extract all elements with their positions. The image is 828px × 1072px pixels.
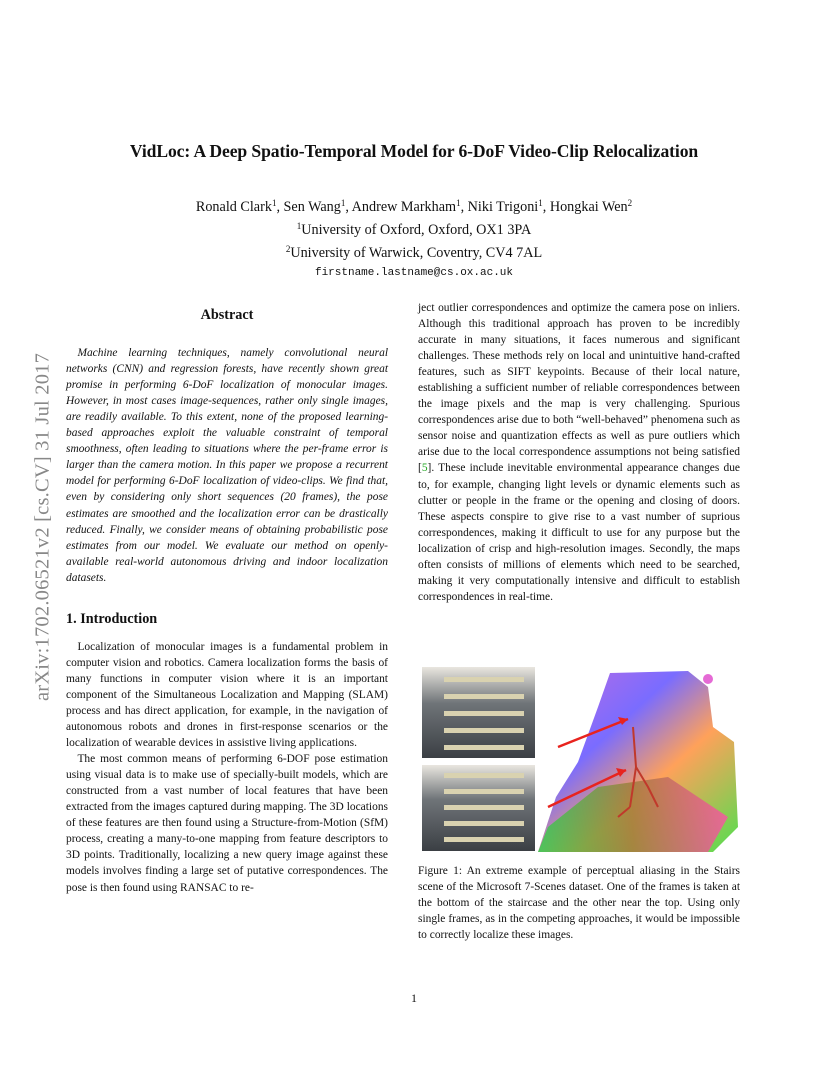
author: Ronald Clark$^1$,	[195, 198, 284, 215]
arxiv-stamp: arXiv:1702.06521v2 [cs.CV] 31 Jul 2017	[31, 352, 54, 702]
right-column	[418, 300, 740, 605]
paper-title: VidLoc: A Deep Spatio-Temporal Model for 6-DoF Video-Clip Relocalization	[129, 141, 699, 161]
abstract-heading: Abstract	[200, 307, 254, 323]
author-list	[100, 194, 728, 217]
body-paragraph: ject outlier correspondences and optimize the camera pose on inliers. Although this traditional approach has proven to be incredibly accurate in many situations, it faces numerous and significant challenges. These methods rely on local and unintuitive hand-crafted features, such as SIFT keypoints. Because of their local nature, establishing a sufficient number of reliable correspondences between the image pixels and the map is very challenging. Spurious correspondences arise due to both “well-behaved” phenomena such as sensor noise and quantization effects as well as pure outliers which arise due to the local correspondence assumptions not being satisfied [5]. These include inevitable environmental appearance changes due to, for example, changing light levels or dynamic elements such as clutter or people in the frame or the opening and closing of doors. These aspects conspire to give rise to a vast number of suprious correspondences, making it difficult to use for any purpose but the localization of crisp and high-resolution images. Secondly, the maps often consists of millions of elements which need to be searched, making it very computationally intensive and difficult to establish correspondences in real-time.	[418, 302, 740, 603]
body-paragraph: Localization of monocular images is a fundamental problem in computer vision and robotics. Camera localization forms the basis of many functions in computer vision where it is an important component of the Simultaneous Localization and Mapping (SLAM) process and has direct application, for example, in the navigation of autonomous robots and drones in first-response scenarios or the localization of wearable devices in assistive living applications.	[66, 640, 388, 750]
citation-link[interactable]: 5	[421, 462, 428, 475]
author: Hongkai Wen$^2$	[549, 198, 633, 215]
figure-1	[418, 667, 740, 852]
figure-caption: Figure 1: An extreme example of perceptual aliasing in the Stairs scene of the Microsoft 7-Scenes dataset. One of the frames is taken at the bottom of the staircase and the other near the top. Using only single frames, as in the competing approaches, it would be impossible to correctly localize these images.	[418, 865, 740, 942]
body-paragraph: The most common means of performing 6-DOF pose estimation using visual data is to make use of specially-built models, which are constructed from a vast number of local features that have been extracted from the images captured during mapping. The 3D locations of these features are then found using a Structure-from-Motion (SfM) process, creating a many-to-one mapping from feature descriptors to 3D points. Traditionally, localizing a new query image against these models involves finding a large set of putative correspondences. The pose is then found using RANSAC to re-	[66, 753, 388, 894]
page-number: 1	[411, 991, 417, 1005]
stairs-photo-bottom	[422, 765, 535, 851]
author: Sen Wang$^1$,	[283, 198, 352, 215]
depth-reconstruction	[538, 667, 740, 852]
section-heading-introduction: 1. Introduction	[66, 610, 158, 627]
affiliation: $^1$University of Oxford, Oxford, OX1 3PA	[296, 221, 532, 238]
author-email: firstname.lastname@cs.ox.ac.uk	[314, 267, 514, 279]
author-block	[100, 194, 728, 283]
author: Andrew Markham$^1$,	[351, 198, 468, 215]
affiliation: $^2$University of Warwick, Coventry, CV4 7AL	[285, 244, 543, 261]
left-column	[66, 307, 388, 896]
author: Niki Trigoni$^1$,	[467, 198, 550, 215]
abstract-text: Machine learning techniques, namely convolutional neural networks (CNN) and regression forests, have recently shown great promise in performing 6-DoF localization of monocular images. However, in most cases image-sequences, rather only single images, are readily available. To this extent, none of the proposed learning-based approaches exploit the valuable constraint of temporal smoothness, often leading to situations where the per-frame error is larger than the camera motion. In this paper we propose a recurrent model for performing 6-DoF localization of video-clips. We find that, even by considering only short sequences (20 frames), the pose estimates are smoothed and the localization error can be drastically reduced. Finally, we consider means of obtaining probabilistic pose estimates from our model. We evaluate our method on openly-available real-world autonomous driving and indoor localization datasets.	[66, 347, 388, 584]
stairs-photo-top	[422, 667, 535, 758]
